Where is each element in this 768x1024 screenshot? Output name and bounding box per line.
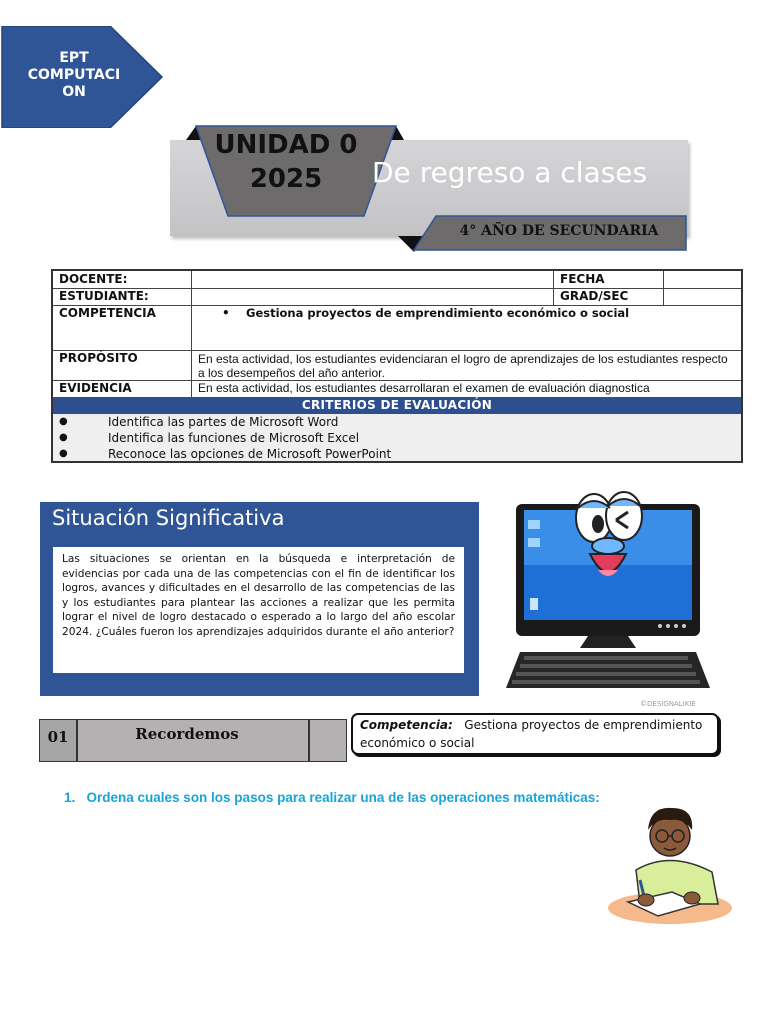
situacion-title: Situación Significativa [52,506,285,530]
competencia-label: COMPETENCIA [59,306,156,320]
bullet-icon: ● [59,432,68,443]
bullet-icon: ● [59,416,68,427]
estudiante-label: ESTUDIANTE: [59,289,149,303]
section-title: Recordemos [135,725,239,743]
cartoon-computer-icon [500,490,730,710]
criterio-text: Reconoce las opciones de Microsoft PowerPoint [108,447,392,461]
criterio-text: Identifica las partes de Microsoft Word [108,415,339,429]
docente-label: DOCENTE: [59,272,128,286]
criterios-header: CRITERIOS DE EVALUACIÓN [53,397,741,414]
section-number: 01 [47,728,69,746]
badge-line-1: EPT [59,50,89,66]
competencia-bullet: • [222,306,230,320]
evidencia-row [53,380,741,397]
badge-line-2: COMPUTACI [27,67,121,83]
student-writing-icon [600,800,740,930]
unit-title [200,128,372,196]
estudiante-field[interactable] [191,288,553,305]
competencia-value: Gestiona proyectos de emprendimiento económico o social [246,306,630,320]
competencia-callout-value: Gestiona proyectos de emprendimiento económico o social [360,718,703,750]
competencia-callout-label: Competencia: [360,718,453,732]
illustration-watermark: ©DESIGNALIKIE [640,700,696,708]
gradsec-field[interactable] [663,288,741,305]
docente-field[interactable] [191,271,553,288]
fecha-label: FECHA [553,271,663,288]
subject-badge-text [10,50,138,101]
evidencia-value: En esta actividad, los estudiantes desarrollaran el examen de evaluación diagnostica [191,380,741,397]
evidencia-label: EVIDENCIA [59,381,132,395]
badge-line-3: ON [62,84,86,100]
proposito-value: En esta actividad, los estudiantes evidenciaran el logro de aprendizajes de los estudiantes respecto a los desempeños del año anterior. [191,350,741,380]
unit-year: 2025 [249,164,323,194]
info-table [51,269,743,463]
proposito-label: PROPÓSITO [59,351,138,365]
proposito-row [53,350,741,381]
page-subtitle: De regreso a clases [372,156,648,189]
grade-label: 4° AÑO DE SECUNDARIA [459,223,659,239]
estudiante-row [53,288,741,306]
situacion-text: Las situaciones se orientan en la búsqueda e interpretación de evidencias por cada una de las competencias con el fin de identificar los logros, avances y dificultades en el desarrollo de las competencias de las y los estudiantes para plantear las acciones a realizar que les permita lograr el nivel de logro destacado o esperado a lo largo del año escolar 2024. ¿Cuáles fueron los aprendizajes adquiridos durante el año anterior? [62,553,455,638]
bullet-icon: ● [59,448,68,459]
question-1: 1. Ordena cuales son los pasos para realizar una de las operaciones matemáticas: [64,790,600,805]
criterios-list [53,414,741,461]
gradsec-label: GRAD/SEC [553,288,663,305]
competencia-row [53,305,741,351]
criterio-text: Identifica las funciones de Microsoft Excel [108,431,360,445]
fecha-field[interactable] [663,271,741,288]
competencia-cell [191,305,741,350]
docente-row [53,271,741,289]
unit-number: UNIDAD 0 [214,130,358,160]
competencia-callout-text [360,716,712,752]
recordemos-end-cell [309,719,347,762]
